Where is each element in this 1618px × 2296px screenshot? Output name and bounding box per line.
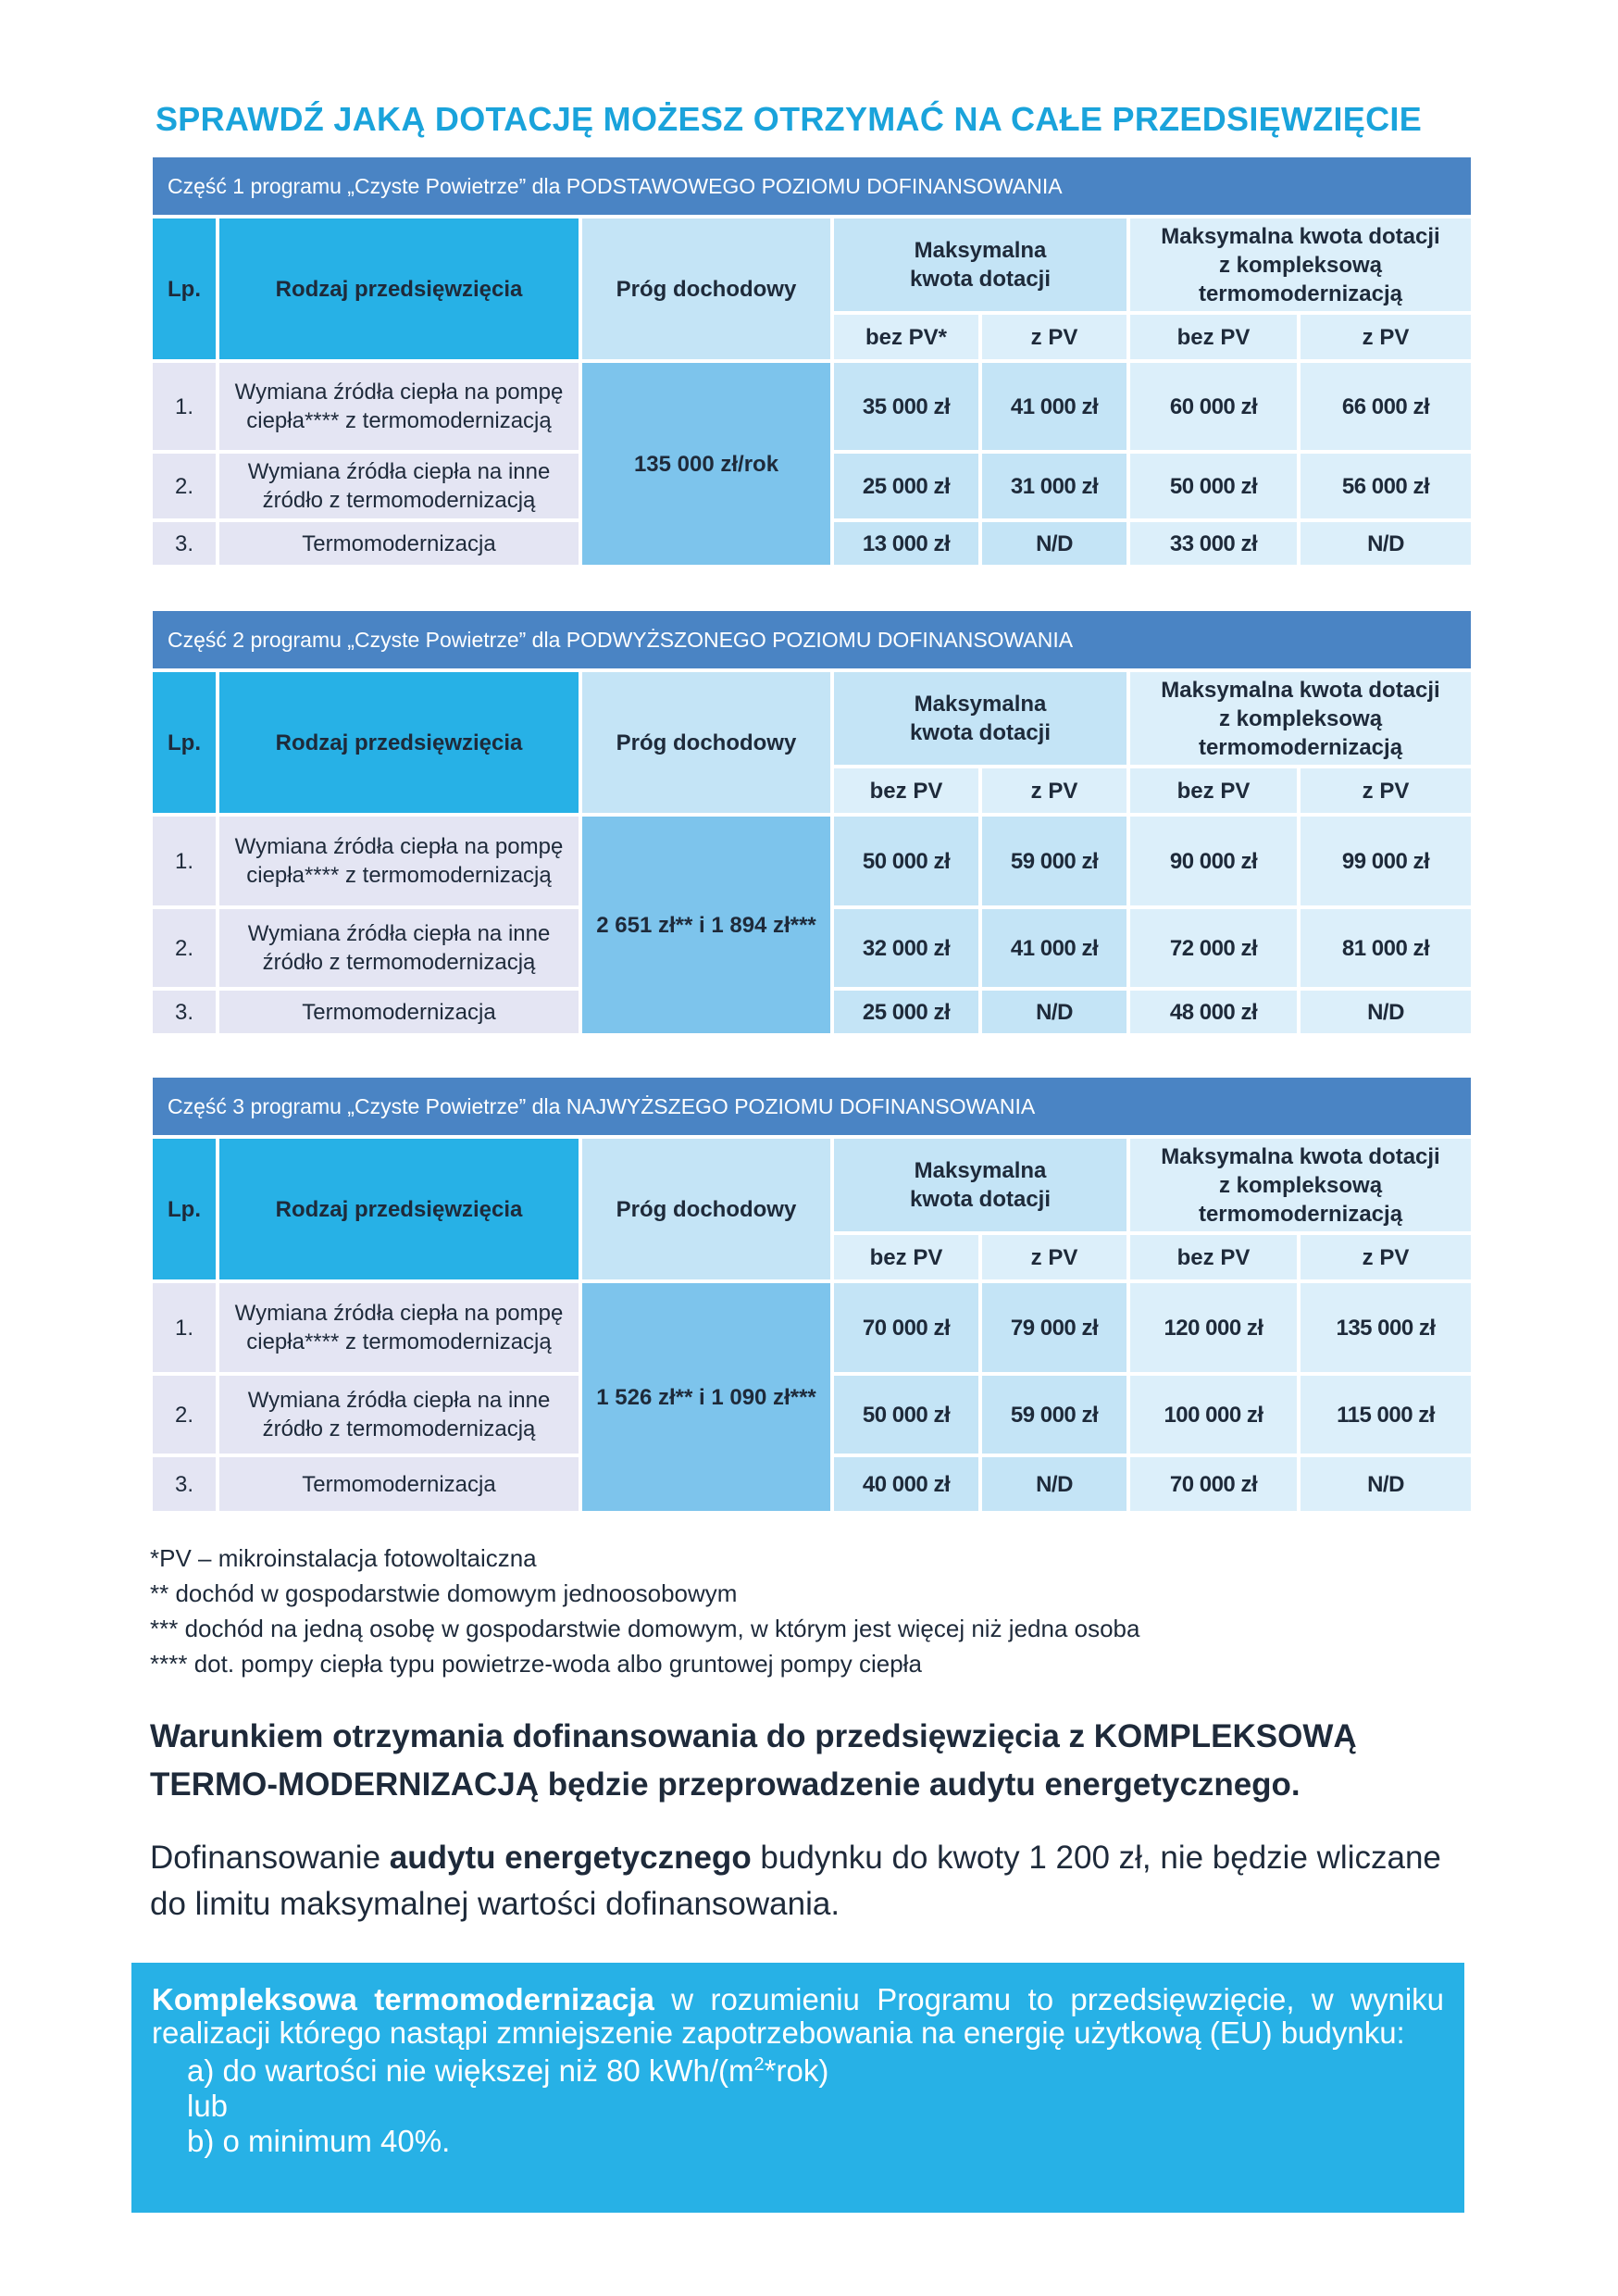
without-pv-header: bez PV* [834,315,978,359]
amount-cell: 70 000 zł [834,1283,978,1372]
part-header: Część 2 programu „Czyste Powietrze” dla PODWYŻSZONEGO POZIOMU DOFINANSOWANIA [153,611,1471,668]
definition-or: lub [187,2089,229,2123]
kind-header: Rodzaj przedsięwzięcia [219,1139,579,1279]
amount-cell: N/D [982,1457,1126,1511]
amount-cell: 50 000 zł [1130,454,1297,518]
max-amount-header: Maksymalna kwota dotacji [834,218,1126,311]
amount-cell: 70 000 zł [1130,1457,1297,1511]
row-number: 3. [153,522,216,565]
amount-cell: 135 000 zł [1301,1283,1471,1372]
amount-cell: 13 000 zł [834,522,978,565]
definition-box [131,1963,1464,2213]
definition-text: Kompleksowa termomodernizacja w rozumieniu Programu to przedsięwzięcie, w wyniku realizacji którego nastąpi zmniejszenie zapotrzebowania na energię użytkową (EU) budynku: [152,1982,1444,2050]
without-pv-header: bez PV [1130,768,1297,813]
row-number: 1. [153,1283,216,1372]
page-title: SPRAWDŹ JAKĄ DOTACJĘ MOŻESZ OTRZYMAĆ NA CAŁE PRZEDSIĘWZIĘCIE [156,100,1423,138]
amount-cell: 56 000 zł [1301,454,1471,518]
with-pv-header: z PV [1301,768,1471,813]
lp-header: Lp. [153,672,216,813]
project-kind: Termomodernizacja [219,522,579,565]
project-kind: Termomodernizacja [219,991,579,1033]
part-header: Część 1 programu „Czyste Powietrze” dla PODSTAWOWEGO POZIOMU DOFINANSOWANIA [153,157,1471,215]
without-pv-header: bez PV [834,768,978,813]
row-number: 3. [153,991,216,1033]
threshold-header: Próg dochodowy [582,218,830,359]
amount-cell: 60 000 zł [1130,363,1297,450]
project-kind: Wymiana źródła ciepła na inne źródło z termomodernizacją [219,909,579,987]
amount-cell: N/D [982,991,1126,1033]
amount-cell: 90 000 zł [1130,817,1297,905]
income-threshold: 1 526 zł** i 1 090 zł*** [582,1283,830,1511]
amount-cell: 50 000 zł [834,1376,978,1454]
funding-table-part-3 [149,1074,1475,1515]
lp-header: Lp. [153,1139,216,1279]
amount-cell: 25 000 zł [834,454,978,518]
income-threshold: 2 651 zł** i 1 894 zł*** [582,817,830,1033]
row-number: 1. [153,817,216,905]
amount-cell: 100 000 zł [1130,1376,1297,1454]
amount-cell: N/D [1301,1457,1471,1511]
max-amount-complex-header: Maksymalna kwota dotacji z kompleksową termomodernizacją [1130,672,1471,765]
amount-cell: N/D [1301,991,1471,1033]
definition-list [152,2053,1444,2159]
funding-table-part-2 [149,607,1475,1037]
row-number: 2. [153,1376,216,1454]
footnote: *PV – mikroinstalacja fotowoltaiczna [150,1544,537,1572]
project-kind: Wymiana źródła ciepła na pompę ciepła**** z termomodernizacją [219,363,579,450]
row-number: 2. [153,454,216,518]
audit-condition: Warunkiem otrzymania dofinansowania do przedsięwzięcia z KOMPLEKSOWĄ TERMO-MODERNIZACJĄ będzie przeprowadzenie audytu energetycznego. [150,1718,1357,1803]
row-number: 1. [153,363,216,450]
amount-cell: 41 000 zł [982,909,1126,987]
amount-cell: 59 000 zł [982,817,1126,905]
amount-cell: 32 000 zł [834,909,978,987]
part-header: Część 3 programu „Czyste Powietrze” dla NAJWYŻSZEGO POZIOMU DOFINANSOWANIA [153,1078,1471,1135]
footnote: **** dot. pompy ciepła typu powietrze-woda albo gruntowej pompy ciepła [150,1650,922,1678]
max-amount-header: Maksymalna kwota dotacji [834,672,1126,765]
amount-cell: N/D [1301,522,1471,565]
footnote: *** dochód na jedną osobę w gospodarstwie domowym, w którym jest więcej niż jedna osoba [150,1615,1140,1642]
income-threshold: 135 000 zł/rok [582,363,830,565]
amount-cell: 81 000 zł [1301,909,1471,987]
amount-cell: 99 000 zł [1301,817,1471,905]
with-pv-header: z PV [982,315,1126,359]
project-kind: Wymiana źródła ciepła na pompę ciepła**** z termomodernizacją [219,817,579,905]
amount-cell: 40 000 zł [834,1457,978,1511]
footnote: ** dochód w gospodarstwie domowym jednoosobowym [150,1579,738,1607]
with-pv-header: z PV [982,1235,1126,1279]
amount-cell: 66 000 zł [1301,363,1471,450]
kind-header: Rodzaj przedsięwzięcia [219,218,579,359]
amount-cell: 72 000 zł [1130,909,1297,987]
without-pv-header: bez PV [1130,1235,1297,1279]
definition-item-b: b) o minimum 40%. [187,2124,451,2158]
project-kind: Wymiana źródła ciepła na inne źródło z termomodernizacją [219,454,579,518]
amount-cell: 50 000 zł [834,817,978,905]
with-pv-header: z PV [1301,315,1471,359]
amount-cell: 35 000 zł [834,363,978,450]
definition-item-a: a) do wartości nie większej niż 80 kWh/$(m^2*rok)$ [187,2053,829,2088]
amount-cell: 31 000 zł [982,454,1126,518]
without-pv-header: bez PV [1130,315,1297,359]
project-kind: Termomodernizacja [219,1457,579,1511]
amount-cell: 79 000 zł [982,1283,1126,1372]
footnotes [150,1541,1483,1681]
amount-cell: 120 000 zł [1130,1283,1297,1372]
amount-cell: 25 000 zł [834,991,978,1033]
amount-cell: 115 000 zł [1301,1376,1471,1454]
threshold-header: Próg dochodowy [582,1139,830,1279]
funding-table-part-1 [149,154,1475,568]
audit-funding-note: Dofinansowanie audytu energetycznego budynku do kwoty 1 200 zł, nie będzie wliczane do limitu maksymalnej wartości dofinansowania. [150,1840,1441,1922]
max-amount-complex-header: Maksymalna kwota dotacji z kompleksową termomodernizacją [1130,218,1471,311]
kind-header: Rodzaj przedsięwzięcia [219,672,579,813]
with-pv-header: z PV [982,768,1126,813]
amount-cell: 48 000 zł [1130,991,1297,1033]
amount-cell: 59 000 zł [982,1376,1126,1454]
lp-header: Lp. [153,218,216,359]
row-number: 3. [153,1457,216,1511]
amount-cell: 41 000 zł [982,363,1126,450]
project-kind: Wymiana źródła ciepła na pompę ciepła**** z termomodernizacją [219,1283,579,1372]
threshold-header: Próg dochodowy [582,672,830,813]
amount-cell: 33 000 zł [1130,522,1297,565]
with-pv-header: z PV [1301,1235,1471,1279]
project-kind: Wymiana źródła ciepła na inne źródło z termomodernizacją [219,1376,579,1454]
without-pv-header: bez PV [834,1235,978,1279]
max-amount-header: Maksymalna kwota dotacji [834,1139,1126,1231]
amount-cell: N/D [982,522,1126,565]
row-number: 2. [153,909,216,987]
max-amount-complex-header: Maksymalna kwota dotacji z kompleksową termomodernizacją [1130,1139,1471,1231]
